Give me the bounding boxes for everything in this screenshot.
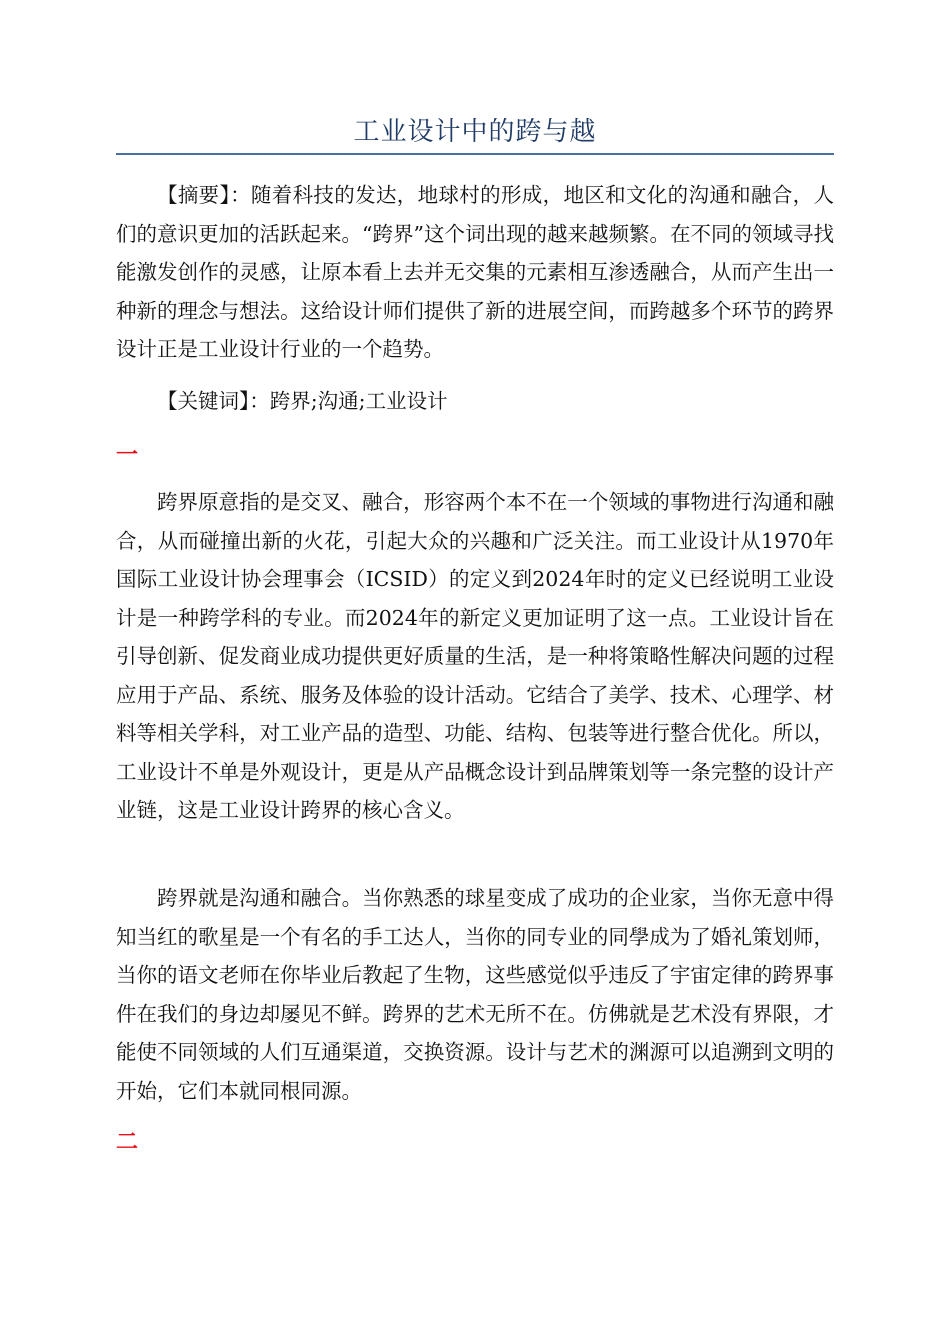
section-heading-2: 二 bbox=[116, 1129, 139, 1155]
document-title: 工业设计中的跨与越 bbox=[353, 117, 597, 147]
abstract-paragraph: 【摘要】：随着科技的发达，地球村的形成，地区和文化的沟通和融合，人们的意识更加的活跃起来。“跨界”这个词出现的越来越频繁。在不同的领域寻找能激发创作的灵感，让原本看上去并无交集的元素相互渗透融合，从而产生出一种新的理念与想法。这给设计师们提供了新的进展空间，而跨越多个环节的跨界设计正是工业设计行业的一个趋势。 bbox=[116, 183, 834, 361]
keywords-line: 【关键词】：跨界;沟通;工业设计 bbox=[157, 389, 448, 413]
section-1-paragraph-1: 跨界原意指的是交叉、融合，形容两个本不在一个领域的事物进行沟通和融合，从而碰撞出新的火花，引起大众的兴趣和广泛关注。而工业设计从1970年国际工业设计协会理事会（ICSID）的定义到2024年时的定义已经说明工业设计是一种跨学科的专业。而2024年的新定义更加证明了这一点。工业设计旨在引导创新、促发商业成功提供更好质量的生活，是一种将策略性解决问题的过程应用于产品、系统、服务及体验的设计活动。它结合了美学、技术、心理学、材料等相关学科，对工业产品的造型、功能、结构、包装等进行整合优化。所以，工业设计不单是外观设计，更是从产品概念设计到品牌策划等一条完整的设计产业链，这是工业设计跨界的核心含义。 bbox=[116, 490, 834, 822]
section-heading-1: 一 bbox=[116, 442, 139, 468]
title-underline-divider bbox=[116, 153, 834, 155]
section-1-paragraph-2: 跨界就是沟通和融合。当你熟悉的球星变成了成功的企业家，当你无意中得知当红的歌星是一个有名的手工达人，当你的同专业的同學成为了婚礼策划师，当你的语文老师在你毕业后教起了生物，这些感觉似乎违反了宇宙定律的跨界事件在我们的身边却屡见不鲜。跨界的艺术无所不在。仿佛就是艺术没有界限，才能使不同领域的人们互通渠道，交换资源。设计与艺术的渊源可以追溯到文明的开始，它们本就同根同源。 bbox=[116, 886, 834, 1103]
